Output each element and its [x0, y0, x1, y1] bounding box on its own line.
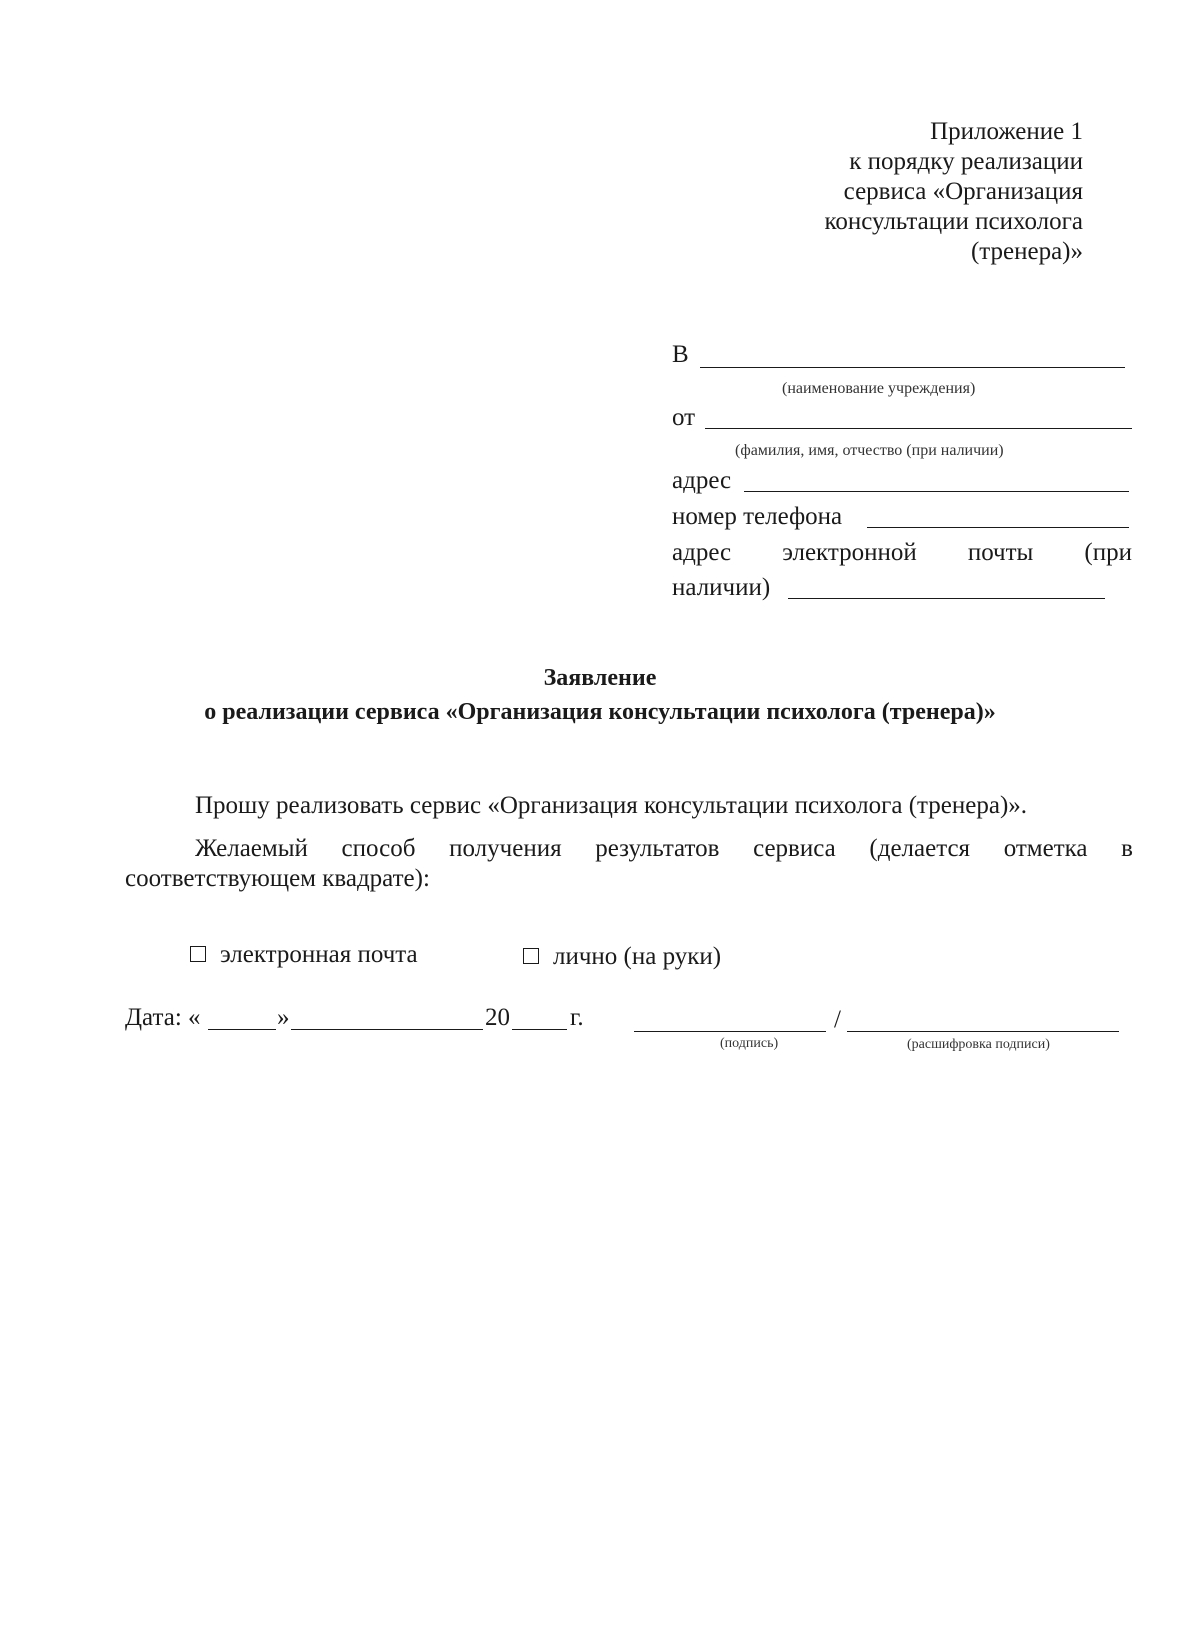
email-word-4: (при	[1084, 539, 1132, 566]
email-input-line[interactable]	[788, 598, 1105, 599]
method-word-5: сервиса	[753, 835, 836, 862]
option-email-label: электронная почта	[220, 941, 418, 968]
email-label-end: наличии)	[672, 574, 771, 601]
date-day-line[interactable]	[208, 1029, 276, 1030]
annex-line-5: (тренера)»	[970, 238, 1083, 265]
date-year-line[interactable]	[512, 1029, 567, 1030]
method-word-6: (делается	[869, 835, 971, 862]
address-input-line[interactable]	[744, 491, 1129, 492]
signature-decoding-line[interactable]	[847, 1031, 1119, 1032]
annex-line-2: к порядку реализации	[849, 148, 1083, 175]
option-in-person-checkbox[interactable]	[523, 948, 539, 964]
annex-line-3: сервиса «Организация	[843, 178, 1083, 205]
email-label	[672, 538, 1132, 568]
date-year-suffix: г.	[570, 1004, 584, 1031]
document-subtitle: о реализации сервиса «Организация консультации психолога (тренера)»	[204, 699, 996, 725]
method-word-2: способ	[341, 835, 416, 862]
from-input-line[interactable]	[705, 428, 1132, 429]
signature-slash: /	[834, 1006, 841, 1033]
email-word-3: почты	[967, 539, 1034, 566]
from-label: от	[672, 404, 696, 431]
method-word-3: получения	[449, 835, 562, 862]
date-month-line[interactable]	[291, 1029, 483, 1030]
phone-label: номер телефона	[672, 503, 843, 530]
signature-decoding-caption: (расшифровка подписи)	[907, 1037, 1050, 1052]
date-label: Дата: «	[125, 1004, 201, 1031]
from-caption: (фамилия, имя, отчество (при наличии)	[735, 442, 1004, 459]
annex-line-4: консультации психолога	[824, 208, 1083, 235]
annex-heading	[825, 117, 1083, 267]
date-year-prefix: 20	[485, 1004, 510, 1031]
email-word-1: адрес	[672, 539, 732, 566]
annex-line-1: Приложение 1	[930, 118, 1083, 145]
option-email[interactable]	[190, 940, 418, 970]
to-caption: (наименование учреждения)	[782, 380, 976, 397]
date-close-quote: »	[277, 1004, 290, 1031]
to-label: В	[672, 341, 689, 368]
method-paragraph	[195, 834, 1133, 864]
method-word-8: в	[1121, 835, 1133, 862]
signature-line[interactable]	[634, 1031, 826, 1032]
option-email-checkbox[interactable]	[190, 946, 206, 962]
to-input-line[interactable]	[700, 367, 1125, 368]
option-in-person-label: лично (на руки)	[553, 943, 722, 970]
method-paragraph-end: соответствующем квадрате):	[125, 865, 430, 892]
signature-caption: (подпись)	[720, 1036, 779, 1051]
phone-input-line[interactable]	[867, 527, 1129, 528]
option-in-person[interactable]	[523, 942, 721, 972]
method-word-4: результатов	[595, 835, 720, 862]
address-label: адрес	[672, 467, 732, 494]
method-word-7: отметка	[1003, 835, 1088, 862]
request-paragraph: Прошу реализовать сервис «Организация консультации психолога (тренера)».	[195, 792, 1028, 819]
method-word-1: Желаемый	[195, 835, 308, 862]
document-title: Заявление	[543, 665, 657, 691]
email-word-2: электронной	[782, 539, 917, 566]
